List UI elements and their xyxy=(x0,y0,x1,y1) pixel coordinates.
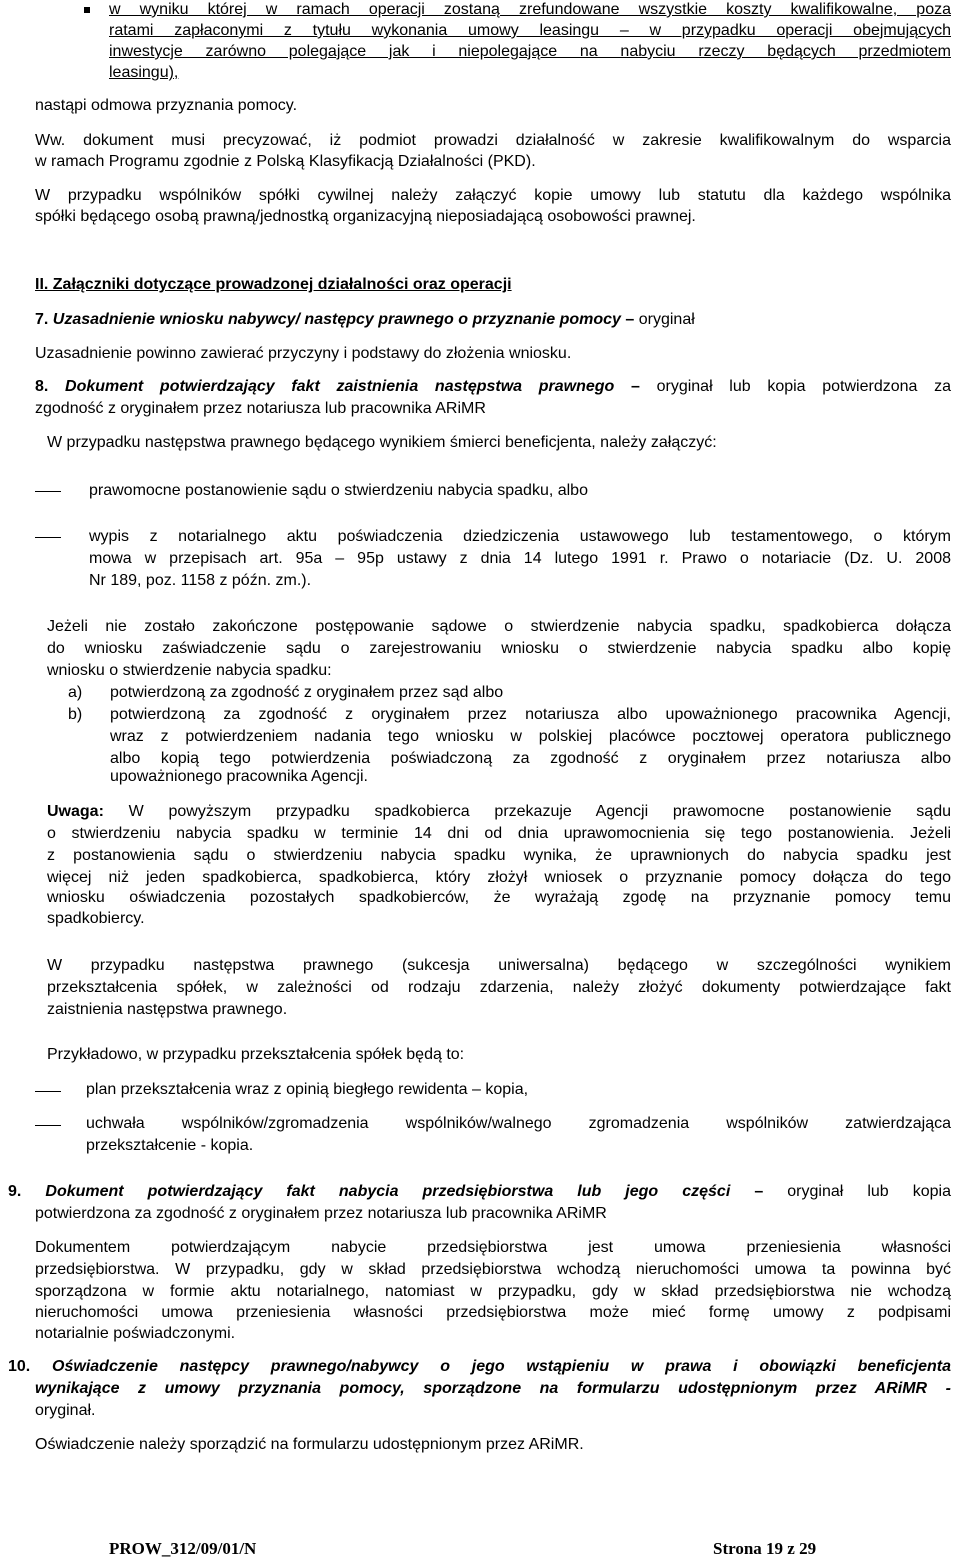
item9-title: Dokument potwierdzający fakt nabycia przedsiębiorstwa lub jego części xyxy=(45,1183,731,1200)
examples-intro: Przykładowo, w przypadku przekształcenia spółek będą to: xyxy=(47,1046,465,1063)
pending-item-b-line-2: wraz z potwierdzeniem nadania tego wniosku w polskiej placówce pocztowej operatora publicznego xyxy=(110,728,951,745)
item10-title-1: Oświadczenie następcy prawnego/nabywcy o jego wstąpieniu w prawa i obowiązki beneficjenta xyxy=(52,1358,951,1375)
dash-icon xyxy=(35,1091,61,1092)
item10-title-line-2: wynikające z umowy przyznania pomocy, sporządzone na formularzu udostępnionym przez ARiMR - xyxy=(35,1380,951,1397)
universal-para-line-1: W przypadku następstwa prawnego (sukcesja uniwersalna) będącego w szczególności wynikiem xyxy=(47,957,951,974)
item8-title: Dokument potwierdzający fakt zaistnienia następstwa prawnego xyxy=(65,378,615,395)
partners-paragraph-line-1: W przypadku wspólników spółki cywilnej należy załączyć kopie umowy lub statutu dla każdego wspólnika xyxy=(35,187,951,204)
item9-desc-line-1: Dokumentem potwierdzającym nabycie przedsiębiorstwa jest umowa przeniesienia własności xyxy=(35,1239,951,1256)
dash-icon xyxy=(35,537,61,538)
pending-item-a-label: a) xyxy=(68,684,83,701)
top-bullet-line-4: leasingu), xyxy=(109,64,179,81)
pending-para-line-3: wniosku o stwierdzenie nabycia spadku: xyxy=(47,662,332,679)
item7-header xyxy=(35,310,695,330)
pending-item-b-line-3: albo kopią tego potwierdzenia poświadczoną za zgodność z oryginałem przez notariusza albo xyxy=(110,750,951,767)
item10-number: 10. xyxy=(8,1358,31,1375)
item9-number: 9. xyxy=(8,1183,22,1200)
pending-item-b-line-1: potwierdzoną za zgodność z oryginałem przez notariusza albo upoważnionego pracownika Agencji, xyxy=(110,706,951,723)
examples-item-2-line-2: przekształcenie - kopia. xyxy=(86,1137,254,1154)
examples-item-2-line-1: uchwała wspólników/zgromadzenia wspólników/walnego zgromadzenia wspólników zatwierdzająca xyxy=(86,1115,951,1132)
item7-suffix: oryginał xyxy=(638,311,695,328)
item9-header xyxy=(8,1182,951,1202)
item8-header xyxy=(35,377,951,397)
partners-paragraph-line-2: spółki będącego osobą prawną/jednostką organizacyjną nieposiadającą osobowości prawnej. xyxy=(35,208,696,225)
top-bullet-line-1: w wyniku której w ramach operacji zostaną zrefundowane wszystkie koszty kwalifikowalne, poza xyxy=(109,1,951,18)
dash-icon xyxy=(35,1125,61,1126)
item9-suffix: oryginał lub kopia xyxy=(787,1183,951,1200)
item7-title: Uzasadnienie wniosku nabywcy/ następcy prawnego o przyznanie pomocy xyxy=(52,311,621,328)
note-label: Uwaga: xyxy=(47,803,104,820)
note-line-3: z postanowienia sądu o stwierdzeniu nabycia spadku wynika, że uprawnionych do nabycia spadku jest xyxy=(47,847,951,864)
pending-para-line-1: Jeżeli nie zostało zakończone postępowanie sądowe o stwierdzenie nabycia spadku, spadkobierca dołącza xyxy=(47,618,951,635)
examples-item-1: plan przekształcenia wraz z opinią biegłego rewidenta – kopia, xyxy=(86,1081,529,1098)
pending-item-b-line-4: upoważnionego pracownika Agencji. xyxy=(110,768,368,785)
top-bullet-line-2: ratami zapłaconymi z tytułu wykonania umowy leasingu – w przypadku operacji obejmujących xyxy=(109,22,951,39)
refusal-text: nastąpi odmowa przyznania pomocy. xyxy=(35,97,298,114)
item8-suffix: oryginał lub kopia potwierdzona za xyxy=(656,378,952,395)
item10-description: Oświadczenie należy sporządzić na formularzu udostępnionym przez ARiMR. xyxy=(35,1436,584,1453)
item10-suffix: oryginał. xyxy=(35,1402,96,1419)
item9-desc-line-2: przedsiębiorstwa. W przypadku, gdy w skład przedsiębiorstwa wchodzą nieruchomości umowa ta powinna być xyxy=(35,1261,951,1278)
note-text-1: W powyższym przypadku spadkobierca przekazuje Agencji prawomocne postanowienie sądu xyxy=(103,803,951,820)
pending-para-line-2: do wniosku zaświadczenie sądu o zarejestrowaniu wniosku o stwierdzenie nabycia spadku albo kopię xyxy=(47,640,951,657)
footer-page-number: Strona 19 z 29 xyxy=(713,1539,817,1558)
note-line-6: spadkobiercy. xyxy=(47,910,145,927)
item8-line-2: zgodność z oryginałem przez notariusza lub pracownika ARiMR xyxy=(35,400,486,417)
universal-para-line-3: zaistnienia następstwa prawnego. xyxy=(47,1001,288,1018)
item9-line-2: potwierdzona za zgodność z oryginałem przez notariusza lub pracownika ARiMR xyxy=(35,1205,607,1222)
item8-number: 8. xyxy=(35,378,49,395)
item9-desc-line-3: sporządzona w formie aktu notarialnego, natomiast w przypadku, gdy w skład przedsiębiorstwa nie wchodzą xyxy=(35,1283,951,1300)
dash-icon xyxy=(35,491,61,492)
pending-item-a-text: potwierdzoną za zgodność z oryginałem przez sąd albo xyxy=(110,684,504,701)
item7-description: Uzasadnienie powinno zawierać przyczyny i podstawy do złożenia wniosku. xyxy=(35,345,572,362)
death-item-2-line-3: Nr 189, poz. 1158 z późn. zm.). xyxy=(89,572,312,589)
item10-header-line-1 xyxy=(8,1357,951,1377)
death-item-2-line-2: mowa w przepisach art. 95a – 95p ustawy z dnia 14 lutego 1991 r. Prawo o notariacie (Dz. U. 2008 xyxy=(89,550,951,567)
note-line-5: wniosku oświadczenia pozostałych spadkobierców, że wyrażają zgodę na przyznanie pomocy temu xyxy=(47,889,951,906)
death-item-1: prawomocne postanowienie sądu o stwierdzeniu nabycia spadku, albo xyxy=(89,482,588,499)
note-line-4: więcej niż jeden spadkobierca, spadkobierca, który złożył wniosek o przyznanie pomocy dołącza do tego xyxy=(47,869,951,886)
item9-dash: – xyxy=(730,1183,788,1200)
item7-dash: – xyxy=(620,311,639,328)
item9-desc-line-4: nieruchomości umowa przeniesienia własności przedsiębiorstwa może mieć formę umowy z podpisami xyxy=(35,1304,951,1321)
section-heading: II. Załączniki dotyczące prowadzonej działalności oraz operacji xyxy=(35,276,512,293)
item9-desc-line-5: notarialnie poświadczonymi. xyxy=(35,1325,236,1342)
ww-paragraph-line-2: w ramach Programu zgodnie z Polską Klasyfikacją Działalności (PKD). xyxy=(35,153,536,170)
death-intro: W przypadku następstwa prawnego będącego wynikiem śmierci beneficjenta, należy załączyć: xyxy=(47,434,717,451)
item8-dash: – xyxy=(614,378,657,395)
bullet-square-icon xyxy=(84,7,90,13)
note-line-1 xyxy=(47,802,951,822)
item7-number: 7. xyxy=(35,311,49,328)
ww-paragraph-line-1: Ww. dokument musi precyzować, iż podmiot prowadzi działalność w zakresie kwalifikowalnym do wsparcia xyxy=(35,132,951,149)
death-item-2-line-1: wypis z notarialnego aktu poświadczenia dziedziczenia ustawowego lub testamentowego, o którym xyxy=(89,528,951,545)
top-bullet-line-3: inwestycje zarówno polegające jak i niepolegające na nabyciu rzeczy będących przedmiotem xyxy=(109,43,951,60)
note-line-2: o stwierdzeniu nabycia spadku w terminie 14 dni od dnia uprawomocnienia się tego postanowienia. Jeżeli xyxy=(47,825,951,842)
footer-document-code: PROW_312/09/01/N xyxy=(109,1539,257,1558)
universal-para-line-2: przekształcenia spółek, w zależności od rodzaju zdarzenia, należy złożyć dokumenty potwierdzające fakt xyxy=(47,979,951,996)
pending-item-b-label: b) xyxy=(68,706,83,723)
